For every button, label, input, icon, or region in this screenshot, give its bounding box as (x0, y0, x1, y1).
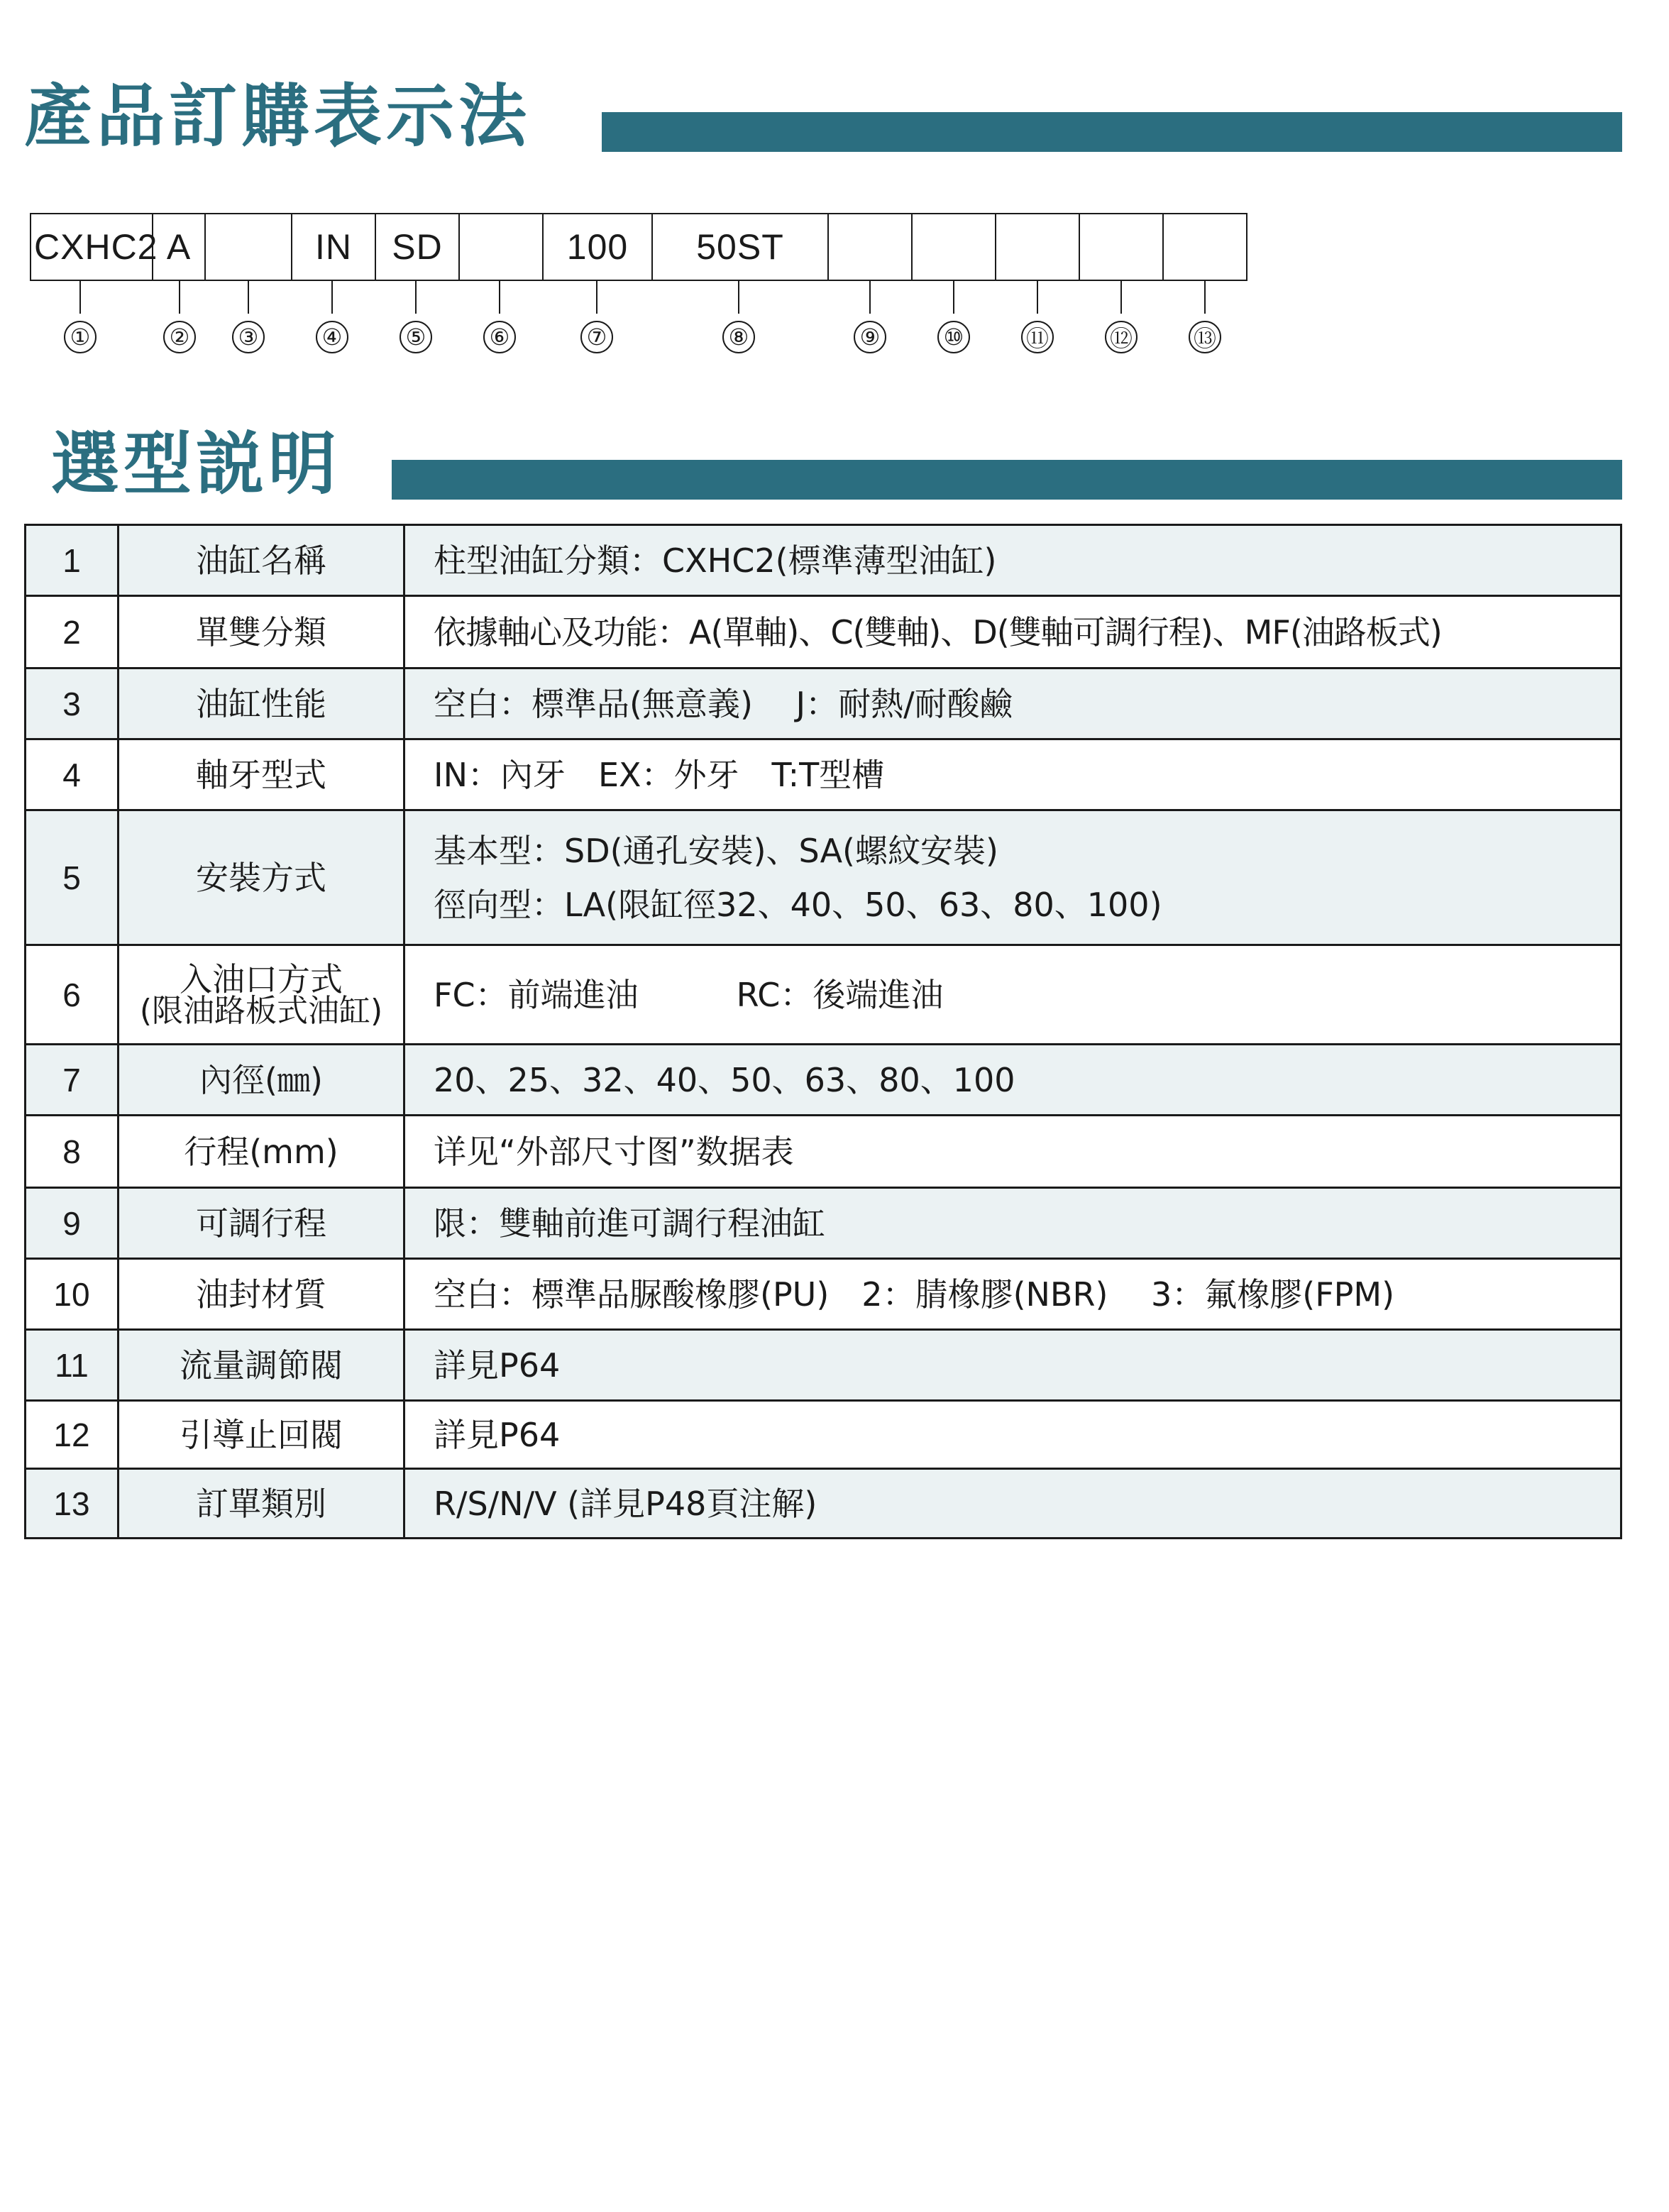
circle-number-11: ⑪ (1021, 321, 1054, 353)
tick (79, 281, 81, 314)
order-code-heading (0, 77, 1669, 169)
order-code-title: 產品訂購表示法 (24, 77, 531, 156)
row-desc (404, 739, 1621, 810)
code-box-5: SD (376, 213, 460, 281)
tick (738, 281, 739, 314)
tick (331, 281, 333, 314)
row-number: 6 (26, 945, 119, 1045)
circle-number-13: ⑬ (1189, 321, 1221, 353)
row-desc-text: FC：前端進油 RC：後端進油 (434, 975, 944, 1014)
row-name (119, 1045, 404, 1116)
circle-number-12: ⑫ (1105, 321, 1138, 353)
table-row (26, 525, 1621, 596)
circle-number-8: ⑧ (722, 321, 755, 353)
heading-bar (602, 112, 1622, 152)
row-desc (404, 1045, 1621, 1116)
spec-table (24, 524, 1622, 1539)
row-desc (404, 1116, 1621, 1188)
row-name (119, 668, 404, 739)
code-box-7: 100 (544, 213, 653, 281)
row-desc-text: 20、25、32、40、50、63、80、100 (434, 1060, 1015, 1099)
code-box-4: IN (292, 213, 376, 281)
row-name-text: 內徑(㎜) (199, 1060, 323, 1099)
code-box-2: A (153, 213, 206, 281)
row-name-text: (限油路板式油缸) (139, 992, 383, 1029)
row-desc-text: 詳見P64 (434, 1415, 561, 1454)
row-desc-text: 依據軸心及功能：A(單軸)、C(雙軸)、D(雙軸可調行程)、MF(油路板式) (434, 612, 1442, 651)
row-number: 7 (26, 1045, 119, 1116)
row-number: 12 (26, 1401, 119, 1469)
code-box-1: CXHC2 (30, 213, 153, 281)
row-desc-text: 柱型油缸分類：CXHC2(標準薄型油缸) (434, 541, 997, 580)
table-row (26, 1116, 1621, 1188)
row-name-text: 單雙分類 (196, 612, 326, 651)
row-desc (404, 1469, 1621, 1539)
tick (415, 281, 417, 314)
row-number: 10 (26, 1259, 119, 1330)
circle-number-4: ④ (316, 321, 348, 353)
row-number: 5 (26, 810, 119, 945)
row-name-text: 軸牙型式 (196, 755, 326, 794)
row-desc (404, 945, 1621, 1045)
circle-number-5: ⑤ (400, 321, 432, 353)
circle-number-7: ⑦ (580, 321, 613, 353)
row-name (119, 1469, 404, 1539)
row-name (119, 1259, 404, 1330)
row-desc (404, 1188, 1621, 1259)
table-row (26, 1188, 1621, 1259)
tick (1037, 281, 1038, 314)
row-desc-text: IN：內牙 EX：外牙 T:T型槽 (434, 755, 885, 794)
row-desc (404, 1259, 1621, 1330)
row-desc (404, 668, 1621, 739)
row-name (119, 945, 404, 1045)
circle-number-1: ① (64, 321, 97, 353)
row-desc-text: 基本型：SD(通孔安裝)、SA(螺紋安裝) (434, 831, 998, 870)
row-number: 1 (26, 525, 119, 596)
row-desc (404, 596, 1621, 668)
row-name-text: 油封材質 (196, 1275, 326, 1314)
code-box-3 (206, 213, 292, 281)
circle-number-3: ③ (232, 321, 265, 353)
tick (1120, 281, 1122, 314)
row-name (119, 596, 404, 668)
row-desc-text: 详见“外部尺寸图”数据表 (434, 1132, 794, 1171)
row-desc (404, 1401, 1621, 1469)
table-row (26, 1401, 1621, 1469)
row-desc-text: 詳見P64 (434, 1346, 561, 1385)
row-desc-text: R/S/N/V (詳見P48頁注解) (434, 1484, 817, 1523)
row-name (119, 1330, 404, 1401)
table-row (26, 1259, 1621, 1330)
row-name-text: 流量調節閥 (180, 1346, 343, 1385)
order-code-row (30, 213, 1247, 280)
row-desc-text: 限：雙軸前進可調行程油缸 (434, 1204, 825, 1243)
row-name-text: 油缸性能 (196, 684, 326, 723)
row-name-text: 引導止回閥 (180, 1415, 343, 1454)
heading-bar (392, 460, 1622, 500)
row-name-text: 行程(mm) (184, 1132, 338, 1171)
row-number: 11 (26, 1330, 119, 1401)
row-desc-text: 空白：標準品脲酸橡膠(PU) 2：腈橡膠(NBR) 3：氟橡膠(FPM) (434, 1275, 1395, 1314)
row-name (119, 1116, 404, 1188)
code-box-9 (829, 213, 913, 281)
row-number: 4 (26, 739, 119, 810)
table-row (26, 668, 1621, 739)
row-desc (404, 525, 1621, 596)
circle-number-10: ⑩ (937, 321, 970, 353)
row-name-text: 入油口方式 (180, 959, 343, 998)
tick (499, 281, 500, 314)
row-number: 3 (26, 668, 119, 739)
row-name (119, 1401, 404, 1469)
code-box-8: 50ST (653, 213, 829, 281)
table-row (26, 596, 1621, 668)
table-row (26, 739, 1621, 810)
row-number: 2 (26, 596, 119, 668)
tick (596, 281, 597, 314)
row-name (119, 525, 404, 596)
tick (179, 281, 180, 314)
row-desc-text: 徑向型：LA(限缸徑32、40、50、63、80、100) (434, 885, 1162, 924)
circle-number-9: ⑨ (854, 321, 886, 353)
row-desc-text: 空白：標準品(無意義) J：耐熱/耐酸鹼 (434, 684, 1013, 723)
row-name-text: 安裝方式 (196, 858, 326, 897)
row-name-text: 訂單類別 (196, 1484, 326, 1523)
row-number: 9 (26, 1188, 119, 1259)
code-box-6 (460, 213, 544, 281)
code-box-10 (913, 213, 996, 281)
tick (248, 281, 249, 314)
code-box-13 (1164, 213, 1247, 281)
row-desc (404, 810, 1621, 945)
row-number: 8 (26, 1116, 119, 1188)
row-name (119, 810, 404, 945)
table-row (26, 945, 1621, 1045)
circle-number-2: ② (163, 321, 196, 353)
code-box-12 (1080, 213, 1164, 281)
row-name-text: 可調行程 (196, 1204, 326, 1243)
table-row (26, 810, 1621, 945)
selection-heading (0, 424, 1669, 517)
row-name-text: 油缸名稱 (196, 541, 326, 580)
row-number: 13 (26, 1469, 119, 1539)
table-row (26, 1045, 1621, 1116)
row-name (119, 739, 404, 810)
selection-title: 選型説明 (51, 424, 341, 504)
tick (1204, 281, 1206, 314)
code-box-11 (996, 213, 1080, 281)
tick (869, 281, 871, 314)
circle-number-6: ⑥ (483, 321, 516, 353)
row-desc (404, 1330, 1621, 1401)
tick (953, 281, 954, 314)
table-row (26, 1469, 1621, 1539)
row-name (119, 1188, 404, 1259)
table-row (26, 1330, 1621, 1401)
